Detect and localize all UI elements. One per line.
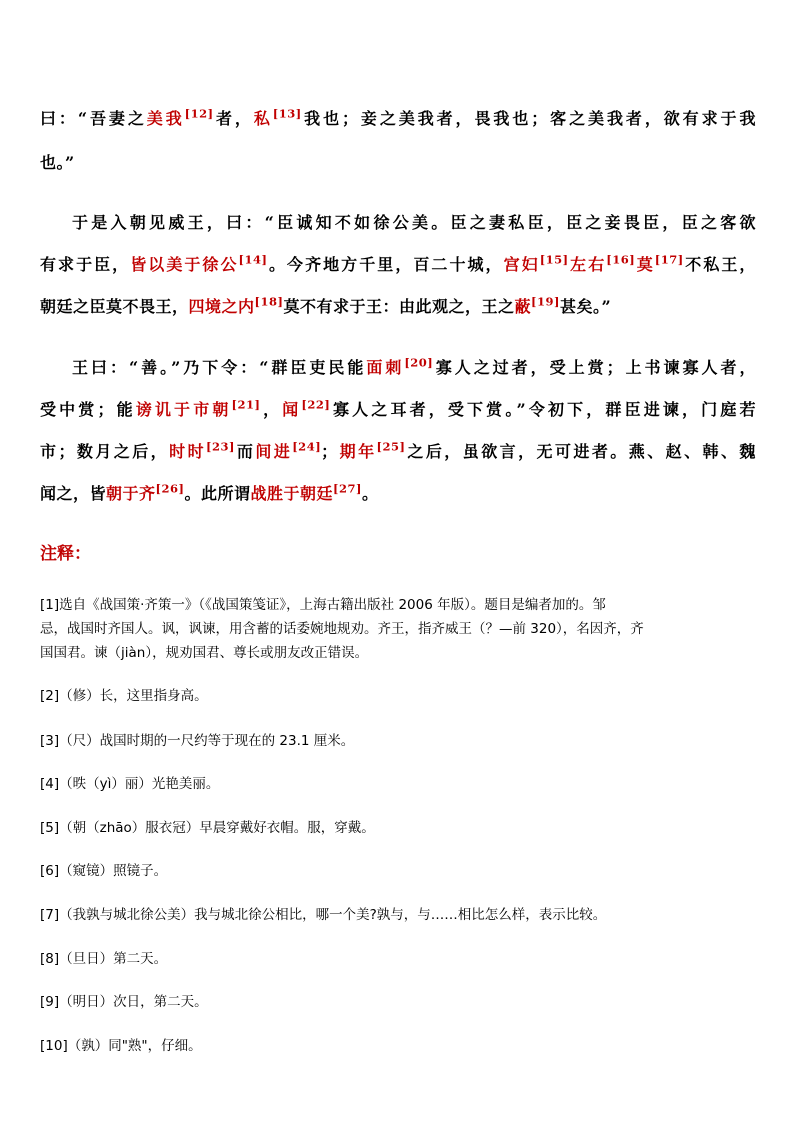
para3-line1 [72, 355, 756, 378]
para1-line1 [40, 106, 756, 129]
text-span: 曰：“吾妻之 [40, 109, 147, 128]
footnote-ref[interactable]: [12] [184, 106, 214, 121]
text-span: 闻之，皆 [40, 484, 107, 503]
text-span: 寡人之过者，受上赏；上书谏寡人者， [433, 358, 756, 377]
note-line: [5]（朝（zhāo）服衣冠）早晨穿戴好衣帽。服，穿戴。 [40, 820, 375, 836]
note-line: 国国君。谏（jiàn），规劝国君、尊长或朋友改正错误。 [40, 645, 369, 661]
notes-heading: 注释： [40, 544, 91, 564]
highlight-term: 时时 [169, 442, 207, 461]
footnote-ref[interactable]: [25] [376, 439, 406, 454]
footnote-ref[interactable]: [24] [292, 439, 322, 454]
para3-line2 [40, 397, 756, 420]
note-line: [2]（修）长，这里指身高。 [40, 688, 208, 704]
footnote-ref[interactable]: [13] [272, 106, 302, 121]
text-span: 而 [234, 442, 256, 461]
para3-line3 [40, 439, 756, 462]
text-span: 市；数月之后， [40, 442, 170, 461]
text-span: 朝廷之臣莫不畏王， [40, 297, 189, 316]
highlight-term: 间进 [255, 442, 293, 461]
para2-line2 [40, 252, 756, 275]
highlight-term: 四境之内 [188, 297, 255, 316]
highlight-term: 战胜于朝廷 [250, 484, 333, 503]
footnote-ref[interactable]: [26] [155, 481, 185, 496]
text-span: 。此所谓 [184, 484, 251, 503]
text-span: 有求于臣， [40, 255, 131, 274]
footnote-ref[interactable]: [17] [654, 252, 684, 267]
highlight-term: 谤讥于市朝 [135, 400, 232, 419]
note-line: [4]（昳（yì）丽）光艳美丽。 [40, 776, 220, 792]
footnote-ref[interactable]: [21] [231, 397, 261, 412]
footnote-ref[interactable]: [16] [606, 252, 636, 267]
highlight-term: 莫 [635, 255, 655, 274]
highlight-term: 面刺 [366, 358, 405, 377]
footnote-ref[interactable]: [27] [333, 481, 362, 496]
para2-line1: 于是入朝见威王，曰：“臣诚知不如徐公美。臣之妻私臣，臣之妾畏臣，臣之客欲 [72, 213, 756, 232]
footnote-ref[interactable]: [18] [254, 294, 284, 309]
highlight-term: 皆以美于徐公 [130, 255, 239, 274]
highlight-term: 蔽 [514, 297, 531, 316]
note-line: [3]（尺）战国时期的一尺约等于现在的 23.1 厘米。 [40, 733, 355, 749]
text-span: 莫不有求于王：由此观之，王之 [283, 297, 515, 316]
text-span: 。今齐地方千里，百二十城， [267, 255, 504, 274]
footnote-ref[interactable]: [15] [539, 252, 569, 267]
note-line: [8]（旦日）第二天。 [40, 951, 168, 967]
text-span: 王曰：“善。”乃下令：“群臣吏民能 [72, 358, 367, 377]
text-span: 寡人之耳者，受下赏。”令初下，群臣进谏，门庭若 [330, 400, 756, 419]
highlight-term: 宫妇 [503, 255, 540, 274]
para1-line2: 也。” [40, 153, 75, 172]
note-line: [6]（窥镜）照镜子。 [40, 863, 168, 879]
text-span: 不私王， [683, 255, 756, 274]
note-line: [1]选自《战国策·齐策一》（《战国策笺证》，上海古籍出版社 2006 年版）。题目是编者加的。邹 [40, 597, 606, 613]
text-span: 我也；妾之美我者，畏我也；客之美我者，欲有求于我 [301, 109, 756, 128]
highlight-term: 左右 [568, 255, 607, 274]
text-span: 之后，虽欲言，无可进者。燕、赵、韩、魏 [405, 442, 756, 461]
footnote-ref[interactable]: [20] [404, 355, 434, 370]
text-span: 。 [361, 484, 379, 503]
text-span: 甚矣。” [559, 297, 612, 316]
footnote-ref[interactable]: [22] [301, 397, 331, 412]
para2-line3 [40, 294, 611, 317]
para3-line4 [40, 481, 378, 504]
note-line: [10]（孰）同"熟"，仔细。 [40, 1038, 202, 1054]
highlight-term: 期年 [337, 442, 377, 461]
text-span: 受中赏；能 [40, 400, 136, 419]
footnote-ref[interactable]: [14] [238, 252, 268, 267]
highlight-term: 美我 [146, 109, 185, 128]
text-span: ， [260, 400, 283, 419]
text-span: ； [321, 442, 338, 461]
highlight-term: 私 [253, 109, 273, 128]
note-line: [7]（我孰与城北徐公美）我与城北徐公相比，哪一个美?孰与，与……相比怎么样，表示比较。 [40, 907, 607, 923]
highlight-term: 朝于齐 [106, 484, 156, 503]
text-span: 者， [213, 109, 254, 128]
highlight-term: 闻 [282, 400, 302, 419]
footnote-ref[interactable]: [23] [206, 439, 235, 454]
footnote-ref[interactable]: [19] [531, 294, 560, 309]
note-line: [9]（明日）次日，第二天。 [40, 994, 208, 1010]
note-line: 忌，战国时齐国人。讽，讽谏，用含蓄的话委婉地规劝。齐王，指齐威王（？—前 320），名因齐，齐 [40, 621, 644, 637]
